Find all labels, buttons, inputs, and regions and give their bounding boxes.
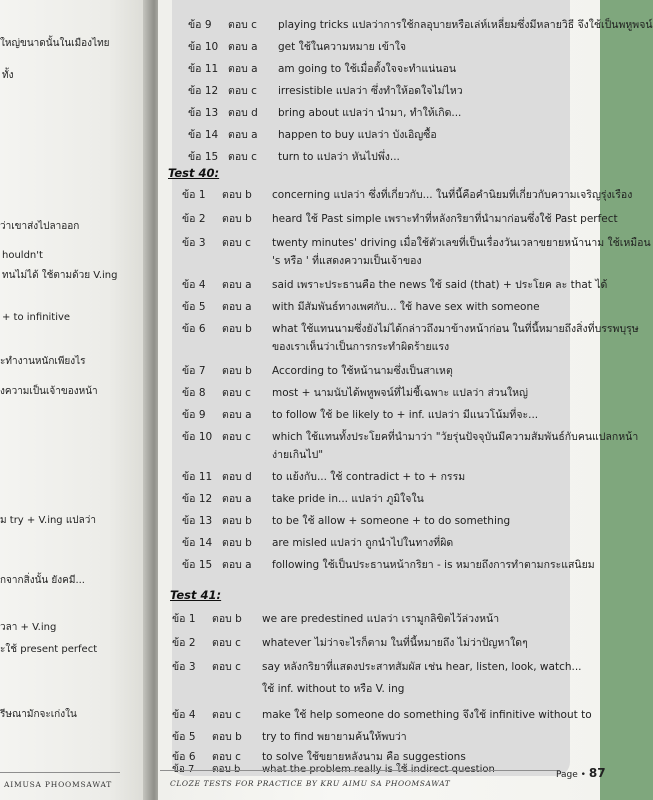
list-item: ข้อ 4 ตอบ c make ใช้ help someone do something จึงใช้ infinitive without to — [172, 709, 592, 721]
list-item: ข้อ 3 ตอบ c twenty minutes' driving เมื่อใช้ตัวเลขที่เป็นเรื่องวันเวลาขยายหน้านาม ใช้เหมือน — [182, 237, 651, 249]
left-line: ทั้ง — [2, 70, 14, 81]
list-item: ข้อ 9 ตอบ a to follow ใช้ be likely to + inf. แปลว่า มีแนวโน้มที่จะ... — [182, 409, 539, 421]
left-line: รีษณามักจะเก่งใน — [0, 709, 77, 720]
left-line: ใหญ่ขนาดนั้นในเมืองไทย — [0, 38, 110, 49]
left-line: วลา + V.ing — [0, 622, 57, 633]
left-line: ว่าเขาส่งไปลาออก — [0, 221, 80, 232]
left-footer: AIMUSA PHOOMSAWAT — [4, 780, 113, 789]
list-item: ข้อ 11 ตอบ a am going to ใช้เมื่อตั้งใจจะทำแน่นอน — [188, 63, 457, 75]
list-item: ข้อ 2 ตอบ c whatever ไม่ว่าจะไรก็ตาม ในที่นี้หมายถึง ไม่ว่าปัญหาใดๆ — [172, 637, 528, 649]
left-line: houldn't — [2, 250, 43, 261]
running-footer: CLOZE TESTS FOR PRACTICE BY KRU AIMU SA PHOOMSAWAT — [170, 779, 451, 788]
list-item: ข้อ 1 ตอบ b we are predestined แปลว่า เรามูกลิขิตไว้ล่วงหน้า — [172, 613, 500, 625]
list-item: ข้อ 10 ตอบ a get ใช้ในความหมาย เข้าใจ — [188, 41, 407, 53]
list-item: ข้อ 7 ตอบ b According to ใช้หน้านามซึ่งเป็นสาเหตุ — [182, 365, 453, 377]
list-item: ข้อ 15 ตอบ a following ใช้เป็นประธานหน้ากริยา - is หมายถึงการทำตามกระแสนิยม — [182, 559, 595, 571]
list-item: ข้อ 5 ตอบ a with มีสัมพันธ์ทางเพศกับ... ใช้ have sex with someone — [182, 301, 540, 313]
list-item: ข้อ 12 ตอบ c irresistible แปลว่า ซึ่งทำให้อดใจไม่ไหว — [188, 85, 463, 97]
section-heading: Test 41: — [170, 588, 222, 602]
footer-rule — [160, 770, 560, 771]
left-line: ะใช้ present perfect — [0, 644, 98, 655]
left-line: + to infinitive — [2, 312, 71, 323]
list-item-continuation: ใช้ inf. without to หรือ V. ing — [262, 683, 405, 695]
list-item: ข้อ 4 ตอบ a said เพราะประธานคือ the news ใช้ said (that) + ประโยค ละ that ได้ — [182, 279, 608, 291]
left-line: กจากสิ่งนั้น ยังคมี... — [0, 575, 85, 586]
list-item: ข้อ 3 ตอบ c say หลังกริยาที่แสดงประสาทสัมผัส เช่น hear, listen, look, watch... — [172, 661, 582, 673]
left-line: งความเป็นเจ้าของหน้า — [0, 386, 98, 397]
list-item: ข้อ 13 ตอบ b to be ใช้ allow + someone + to do something — [182, 515, 511, 527]
list-item: ข้อ 6 ตอบ b what ใช้แทนนามซึ่งยังไม่ได้กล่าวถึงมาข้างหน้าก่อน ในที่นี้หมายถึงสิ่งที่บรรพบุรุษ — [182, 323, 639, 335]
list-item: ข้อ 15 ตอบ c turn to แปลว่า หันไปพึ่ง... — [188, 151, 400, 163]
list-item-continuation: ของเราเห็นว่าเป็นการกระทำผิดร้ายแรง — [272, 341, 450, 353]
left-footer-rule — [0, 772, 120, 773]
list-item: ข้อ 12 ตอบ a take pride in... แปลว่า ภูมิใจใน — [182, 493, 424, 505]
list-item-continuation: 's หรือ ' ที่แสดงความเป็นเจ้าของ — [272, 255, 422, 267]
left-page — [0, 0, 156, 800]
list-item: ข้อ 10 ตอบ c which ใช้แทนทั้งประโยคที่นำมาว่า "วัยรุ่นปัจจุบันมีความสัมพันธ์กับคนแปลกหน้า — [182, 431, 639, 443]
list-item: ข้อ 9 ตอบ c playing tricks แปลว่าการใช้กลอุบายหรือเล่ห์เหลี่ยมซึ่งมีหลายวิธี จึงใช้เป็นพหูพจน์ — [188, 19, 653, 31]
list-item: ข้อ 13 ตอบ d bring about แปลว่า นำมา, ทำให้เกิด... — [188, 107, 462, 119]
list-item: ข้อ 1 ตอบ b concerning แปลว่า ซึ่งที่เกี่ยวกับ... ในที่นี้คือคำนิยมที่เกี่ยวกับความเจริญรุ่งเรือง — [182, 189, 633, 201]
left-line: ม try + V.ing แปลว่า — [0, 515, 96, 526]
left-line: ะทำงานหนักเพียงไร — [0, 356, 86, 367]
list-item: ข้อ 11 ตอบ d to แย้งกับ... ใช้ contradict + to + กรรม — [182, 471, 466, 483]
list-item: ข้อ 5 ตอบ b try to find พยายามค้นให้พบว่า — [172, 731, 407, 743]
list-item: ข้อ 8 ตอบ c most + นามนับได้พหูพจน์ที่ไม่ชี้เฉพาะ แปลว่า ส่วนใหญ่ — [182, 387, 529, 399]
page-number: Page • 87 — [556, 766, 606, 780]
section-heading: Test 40: — [168, 166, 220, 180]
list-item: ข้อ 14 ตอบ a happen to buy แปลว่า บังเอิญซื้อ — [188, 129, 437, 141]
list-item: ข้อ 2 ตอบ b heard ใช้ Past simple เพราะทำที่หลังกริยาที่นำมาก่อนซึ่งใช้ Past perfect — [182, 213, 618, 225]
list-item-continuation: ง่ายเกินไป" — [272, 449, 324, 461]
list-item: ข้อ 14 ตอบ b are misled แปลว่า ถูกนำไปในทางที่ผิด — [182, 537, 454, 549]
left-line: ทนไม่ได้ ใช้ตามด้วย V.ing — [2, 270, 118, 281]
list-item: ข้อ 6 ตอบ c to solve ใช้ขยายหลังนาม คือ suggestions — [172, 751, 466, 763]
